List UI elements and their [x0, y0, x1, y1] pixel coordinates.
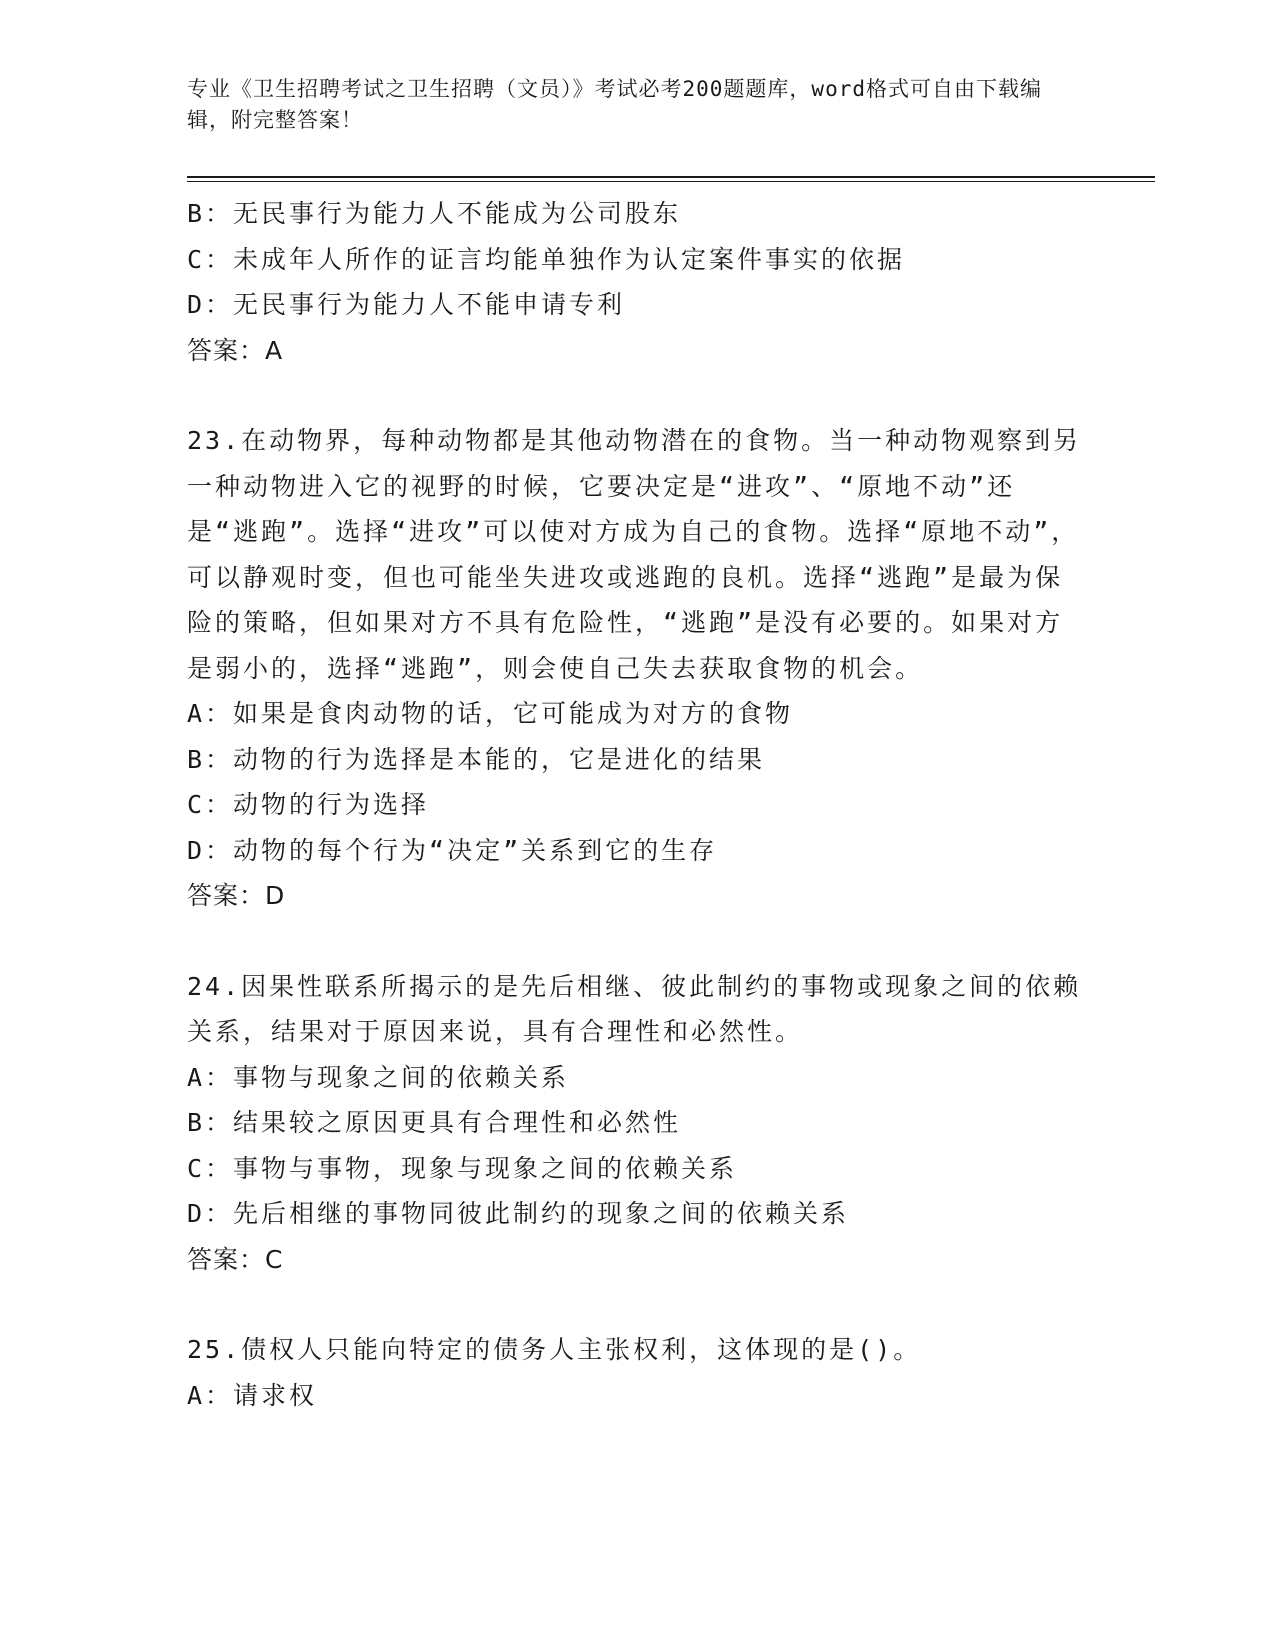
- option-c: C：动物的行为选择: [187, 790, 430, 819]
- option-a: A：事物与现象之间的依赖关系: [187, 1062, 570, 1092]
- option-c: C：事物与事物，现象与现象之间的依赖关系: [187, 1153, 738, 1183]
- option-a: A：如果是食肉动物的话，它可能成为对方的食物: [187, 699, 794, 728]
- option-c: C：未成年人所作的证言均能单独作为认定案件事实的依据: [187, 244, 906, 274]
- answer-line: 答案：D: [187, 881, 286, 910]
- option-b: B：动物的行为选择是本能的，它是进化的结果: [187, 744, 766, 774]
- page-header-title: 专业《卫生招聘考试之卫生招聘（文员）》考试必考200题题库，word格式可自由下载编辑，附完整答案！: [187, 77, 1042, 132]
- option-b: B：结果较之原因更具有合理性和必然性: [187, 1108, 682, 1137]
- option-a: A：请求权: [187, 1380, 318, 1410]
- header-divider: [187, 176, 1155, 178]
- answer-line: 答案：A: [187, 335, 284, 365]
- question-stem: 25.债权人只能向特定的债务人主张权利，这体现的是()。: [187, 1335, 922, 1364]
- question-block-24: [187, 964, 1087, 1283]
- spacer: [187, 373, 1087, 418]
- question-block-25: [187, 1327, 1087, 1418]
- question-content: [187, 191, 1087, 1418]
- option-d: D：无民事行为能力人不能申请专利: [187, 290, 626, 319]
- question-block-prev: [187, 191, 1087, 373]
- option-d: D：动物的每个行为“决定”关系到它的生存: [187, 835, 718, 865]
- answer-line: 答案：C: [187, 1244, 284, 1274]
- header-divider-thin: [187, 181, 1155, 182]
- question-stem: 23.在动物界，每种动物都是其他动物潜在的食物。当一种动物观察到另一种动物进入它的视野的时候，它要决定是“进攻”、“原地不动”还是“逃跑”。选择“进攻”可以使对方成为自己的食物。选择“原地不动”，可以静观时变，但也可能坐失进攻或逃跑的良机。选择“逃跑”是最为保险的策略，但如果对方不具有危险性，“逃跑”是没有必要的。如果对方是弱小的，选择“逃跑”，则会使自己失去获取食物的机会。: [187, 426, 1082, 683]
- spacer: [187, 919, 1087, 964]
- option-d: D：先后相继的事物同彼此制约的现象之间的依赖关系: [187, 1199, 850, 1228]
- question-stem: 24.因果性联系所揭示的是先后相继、彼此制约的事物或现象之间的依赖关系，结果对于原因来说，具有合理性和必然性。: [187, 971, 1082, 1046]
- question-block-23: [187, 418, 1087, 919]
- spacer: [187, 1282, 1087, 1327]
- option-b: B：无民事行为能力人不能成为公司股东: [187, 199, 682, 228]
